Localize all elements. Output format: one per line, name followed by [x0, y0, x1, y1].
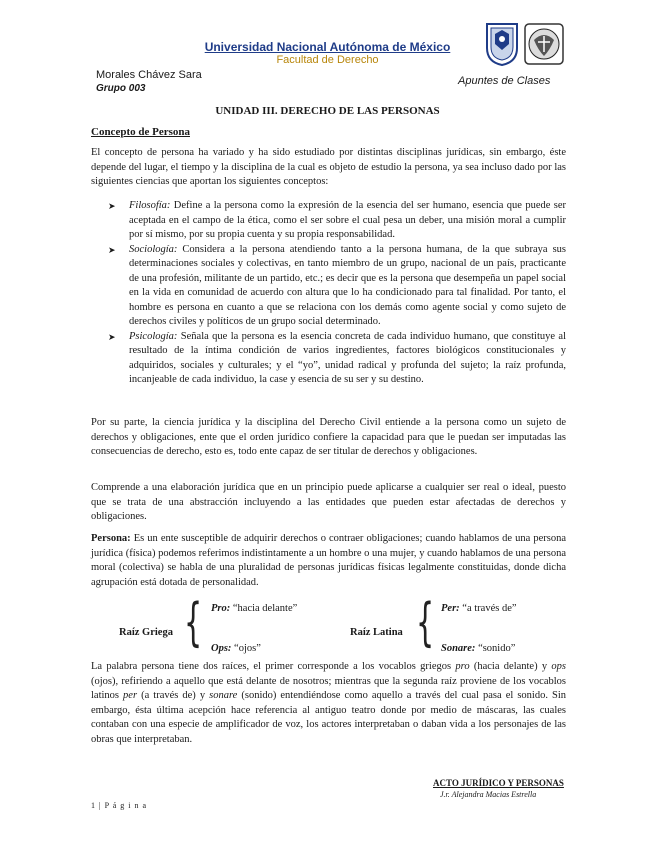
latin-per-value: “a través de”	[459, 603, 517, 614]
etymology-word: per	[123, 690, 138, 701]
footer-author: J.r. Alejandra Macias Estrella	[440, 790, 537, 799]
latin-brace-icon: {	[416, 593, 435, 653]
group-label: Grupo 003	[96, 83, 146, 94]
etymology-text: (a través de) y	[137, 690, 210, 701]
university-title: Universidad Nacional Autónoma de México	[204, 40, 451, 54]
paragraph-legal-science: Por su parte, la ciencia jurídica y la disciplina del Derecho Civil entiende a la persona como un sujeto de derechos y obligaciones, ente que el orden jurídico confiere la capacidad para que le puedan ser imputadas las consecuencias de derecho, esto es, todo ente capaz de ser titular de derechos y obligaciones.	[91, 417, 566, 457]
greek-pro-term: Pro:	[211, 603, 231, 614]
latin-root-top	[441, 603, 517, 614]
bullet-text: Define a la persona como la expresión de la esencia del ser humano, esencia que puede ser aceptada en el campo de la ética, como el ser sobre el cual pesa un deber, una misión moral a cumplir por sí mismo, por su propia cuenta y su propia responsabilidad.	[129, 200, 566, 240]
unam-crest-logo	[485, 22, 519, 66]
etymology-word: pro	[455, 661, 470, 672]
page-number: 1 | P á g i n a	[91, 801, 148, 810]
bullet-term: Sociología:	[129, 243, 178, 255]
latin-root-label: Raíz Latina	[350, 627, 403, 638]
bullet-term: Filosofía:	[129, 200, 171, 211]
etymology-text: (sonido) entendiéndose como aquello a través del cual pasa el sonido. Sin embargo, ésta última acepción hace referencia al antiguo teatro donde por medio de máscaras, las cuales contaban con una especie de amplificador de voz, los actores interpretaban o daban vida a los personajes de las obras que interpretaban.	[91, 690, 566, 745]
greek-ops-value: “ojos”	[231, 643, 261, 654]
arrow-bullet-icon: ➤	[108, 201, 116, 211]
list-item	[108, 199, 566, 243]
greek-root-label: Raíz Griega	[119, 627, 173, 638]
latin-sonare-term: Sonare:	[441, 643, 476, 654]
author-name: Morales Chávez Sara	[96, 69, 202, 81]
latin-root-bottom	[441, 643, 515, 654]
paragraph-persona-definition	[91, 532, 566, 590]
greek-ops-term: Ops:	[211, 643, 232, 654]
section-title: Concepto de Persona	[91, 126, 190, 138]
etymology-text: (hacia delante) y	[469, 661, 552, 672]
greek-brace-icon: {	[184, 593, 203, 653]
bullet-term: Psicología:	[129, 330, 178, 342]
unit-title: UNIDAD III. DERECHO DE LAS PERSONAS	[215, 105, 440, 117]
greek-pro-value: “hacia delante”	[230, 603, 298, 614]
intro-paragraph: El concepto de persona ha variado y ha sido estudiado por distintas disciplinas jurídicas, sin embargo, éste depende del lugar, el tiempo y la disciplina de la cual es objeto de estudio la persona, ya sea incluso dado por las siguientes ciencias que aportan los siguientes conceptos:	[91, 147, 566, 187]
paragraph-etymology	[91, 660, 566, 747]
notes-label: Apuntes de Clases	[458, 75, 551, 87]
science-concepts-list	[108, 199, 566, 388]
persona-definition-text: Es un ente susceptible de adquirir derechos o contraer obligaciones; cuando hablamos de una persona jurídica (física) podemos referimos indistintamente a un hombre o una mujer, y cuando hablamos de una persona moral (colectiva) se habla de una pluralidad de personas jurídicas físicas legalmente constituidas, donde dicha agrupación está dotada de personalidad.	[91, 533, 566, 588]
etymology-word: sonare	[209, 690, 238, 701]
etymology-text: La palabra persona tiene dos raíces, el primer corresponde a los vocablos griegos	[91, 661, 456, 672]
faculty-title: Facultad de Derecho	[276, 54, 379, 66]
latin-per-term: Per:	[441, 603, 460, 614]
persona-term: Persona:	[91, 533, 131, 544]
footer-title: ACTO JURÍDICO Y PERSONAS	[433, 778, 564, 788]
bullet-text: Considera a la persona atendiendo tanto a la persona humana, de la que subraya sus determinaciones sociales y colectivas, en tanto miembro de un grupo, nacional de un país, practicante de una profesión, militante de un partido, etc.; es decir que es la persona que desempeña un papel social en la vida en comunidad de acuerdo con altura que lo ha condicionado para tal finalidad. Por tanto, el hombre es persona en cuanto a que se relaciona con los demás como agente social y como sujeto de derechos civiles y políticos de un grupo social determinado.	[129, 243, 566, 327]
list-item	[108, 330, 566, 388]
etymology-word: ops	[551, 661, 566, 672]
greek-root-top	[211, 603, 297, 614]
arrow-bullet-icon: ➤	[108, 331, 116, 342]
list-item	[108, 243, 566, 330]
arrow-bullet-icon: ➤	[108, 244, 116, 255]
paragraph-abstraction: Comprende a una elaboración jurídica que en un principio puede aplicarse a cualquier ser real o ideal, puesto que se trata de una abstracción incluyendo a las entidades que pueden estar afectadas de derechos y obligaciones.	[91, 482, 566, 522]
bullet-text: Señala que la persona es la esencia concreta de cada individuo humano, que constituye al resultado de la íntima condición de varios ingredientes, factores biológicos constitucionales y adquiridos, sociales y culturales; y el “yo”, unidad radical y profunda del sujeto; la raíz profunda, incanjeable de cada individuo, la case y esencia de su ser y su destino.	[129, 330, 566, 385]
greek-root-bottom	[211, 643, 261, 654]
latin-sonare-value: “sonido”	[475, 643, 516, 654]
faculty-crest-logo	[523, 22, 565, 66]
etymology-text: (ojos), refiriendo a aquello que está delante de nosotros; mientras que la segunda raíz proviene de los vocablos latinos	[91, 675, 566, 701]
